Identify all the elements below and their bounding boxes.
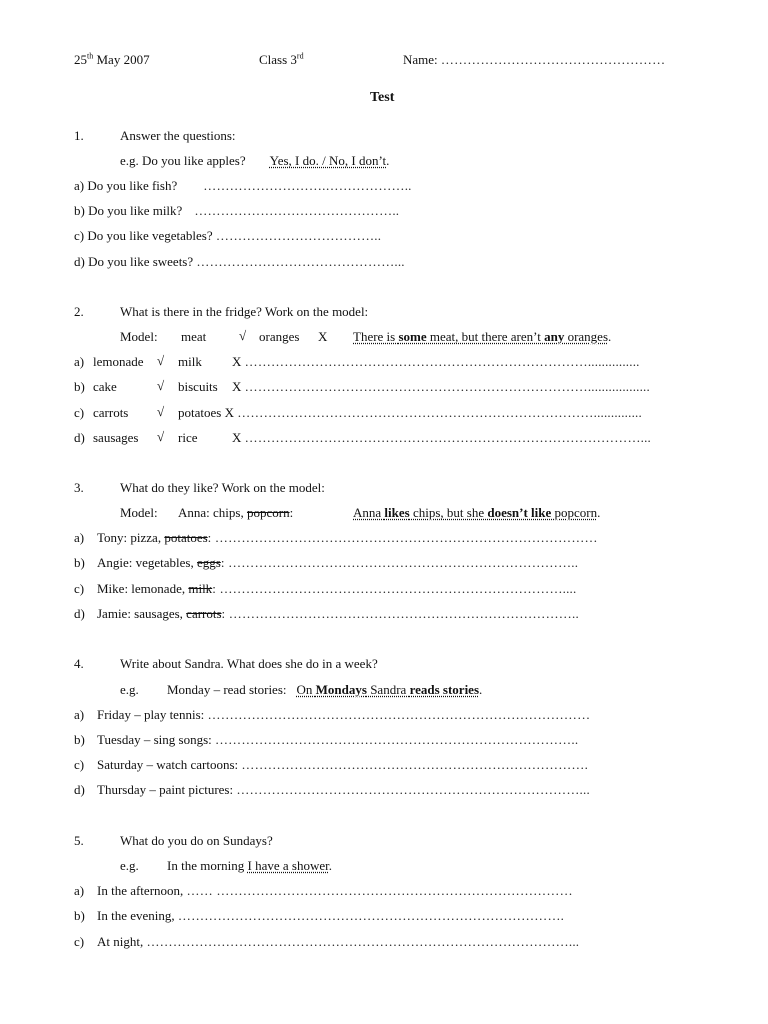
section2-item-b-food1: cake bbox=[93, 379, 117, 394]
section3-item-b: Angie: vegetables, eggs: …………………………………………………………………….. bbox=[97, 555, 579, 570]
section4-item-a: Friday – play tennis: …………………………………………………………………………… bbox=[97, 707, 591, 722]
section5-item-b-letter: b) bbox=[74, 908, 85, 923]
section5-item-a-letter: a) bbox=[74, 883, 85, 898]
check-icon: √ bbox=[157, 404, 165, 419]
section5-example: In the morning I have a shower. bbox=[167, 858, 332, 873]
section5-item-c: At night, ……………………………………………………………………………………... bbox=[97, 934, 580, 949]
section5-number: 5. bbox=[74, 833, 84, 848]
section2-model-item2: oranges bbox=[259, 329, 300, 344]
section2-item-d-food1: sausages bbox=[93, 430, 139, 445]
section3-item-d: Jamie: sausages, carrots: …………………………………………………………………….. bbox=[97, 606, 579, 621]
section4-item-d-letter: d) bbox=[74, 782, 85, 797]
section1-item-c: c) Do you like vegetables? ……………………………….. bbox=[74, 228, 382, 243]
section2-instruction: What is there in the fridge? Work on the model: bbox=[120, 304, 369, 319]
section2-model-item1: meat bbox=[181, 329, 207, 344]
section3-item-a: Tony: pizza, potatoes: …………………………………………………………………………… bbox=[97, 530, 598, 545]
section4-item-c-letter: c) bbox=[74, 757, 85, 772]
section5-eg: e.g. bbox=[120, 858, 139, 873]
section2-item-c: c) bbox=[74, 405, 85, 420]
section1-item-d: d) Do you like sweets? ………………………………………... bbox=[74, 254, 405, 269]
section1-item-a: a) Do you like fish? ……………………….……………….. bbox=[74, 178, 412, 193]
section2-model-label: Model: bbox=[120, 329, 158, 344]
section3-item-d-letter: d) bbox=[74, 606, 85, 621]
section1-item-b: b) Do you like milk? ……………………………………….. bbox=[74, 203, 400, 218]
section2-item-a-food1: lemonade bbox=[93, 354, 144, 369]
section4-item-b-letter: b) bbox=[74, 732, 85, 747]
cross-icon: X bbox=[318, 329, 328, 344]
section3-item-c-letter: c) bbox=[74, 581, 85, 596]
section3-model-label: Model: bbox=[120, 505, 158, 520]
section4-number: 4. bbox=[74, 656, 84, 671]
section3-model: Anna: chips, popcorn: bbox=[178, 505, 294, 520]
section4-item-c: Saturday – watch cartoons: ……………………………………………………………………. bbox=[97, 757, 589, 772]
section2-item-d-food2: rice bbox=[178, 430, 198, 445]
date: 25th May 2007 bbox=[74, 51, 150, 67]
section2-model-answer: There is some meat, but there aren’t any oranges. bbox=[353, 329, 612, 344]
section2-item-a: a) bbox=[74, 354, 85, 369]
section3-item-a-letter: a) bbox=[74, 530, 85, 545]
section2-item-c-food2: potatoes X ……………………………………………………………………….............. bbox=[178, 405, 642, 420]
section4-item-a-letter: a) bbox=[74, 707, 85, 722]
section3-item-b-letter: b) bbox=[74, 555, 85, 570]
check-icon: √ bbox=[157, 378, 165, 393]
section3-model-answer: Anna likes chips, but she doesn’t like popcorn. bbox=[353, 505, 601, 520]
section3-item-c: Mike: lemonade, milk: …………………………………………………………………….... bbox=[97, 581, 577, 596]
section4-instruction: Write about Sandra. What does she do in a week? bbox=[120, 656, 378, 671]
class-label: Class 3rd bbox=[259, 51, 304, 67]
section2-item-a-food2: milk bbox=[178, 354, 202, 369]
section2-item-d: d) bbox=[74, 430, 85, 445]
section2-item-b-food2: biscuits bbox=[178, 379, 218, 394]
section4-item-b: Tuesday – sing songs: ……………………………………………………………………….. bbox=[97, 732, 579, 747]
check-icon: √ bbox=[157, 353, 165, 368]
section1-instruction: Answer the questions: bbox=[120, 128, 236, 143]
section4-eg: e.g. bbox=[120, 682, 139, 697]
section5-item-a: In the afternoon, …… ……………………………………………………………………… bbox=[97, 883, 573, 898]
cross-icon: X ………………………………………………………………………………... bbox=[232, 430, 651, 445]
section5-item-b: In the evening, ……………………………………………………………………………. bbox=[97, 908, 565, 923]
section5-instruction: What do you do on Sundays? bbox=[120, 833, 273, 848]
check-icon: √ bbox=[239, 328, 247, 343]
name-field: Name: …………………………………………… bbox=[403, 52, 666, 67]
section2-item-b: b) bbox=[74, 379, 85, 394]
check-icon: √ bbox=[157, 429, 165, 444]
name-dots: …………………………………………… bbox=[440, 52, 666, 67]
section1-example: e.g. Do you like apples? Yes, I do. / No, I don’t. bbox=[120, 153, 390, 168]
section5-item-c-letter: c) bbox=[74, 934, 85, 949]
section4-item-d: Thursday – paint pictures: ……………………………………………………………………... bbox=[97, 782, 590, 797]
section2-item-c-food1: carrots bbox=[93, 405, 129, 420]
page-title: Test bbox=[370, 90, 395, 105]
cross-icon: X …………………………………………………………………….................. bbox=[232, 379, 650, 394]
section2-number: 2. bbox=[74, 304, 84, 319]
section4-example: Monday – read stories: On Mondays Sandra reads stories. bbox=[167, 682, 483, 697]
section3-number: 3. bbox=[74, 480, 84, 495]
section3-instruction: What do they like? Work on the model: bbox=[120, 480, 325, 495]
cross-icon: X ……………………………………………………………………............... bbox=[232, 354, 640, 369]
section1-number: 1. bbox=[74, 128, 84, 143]
